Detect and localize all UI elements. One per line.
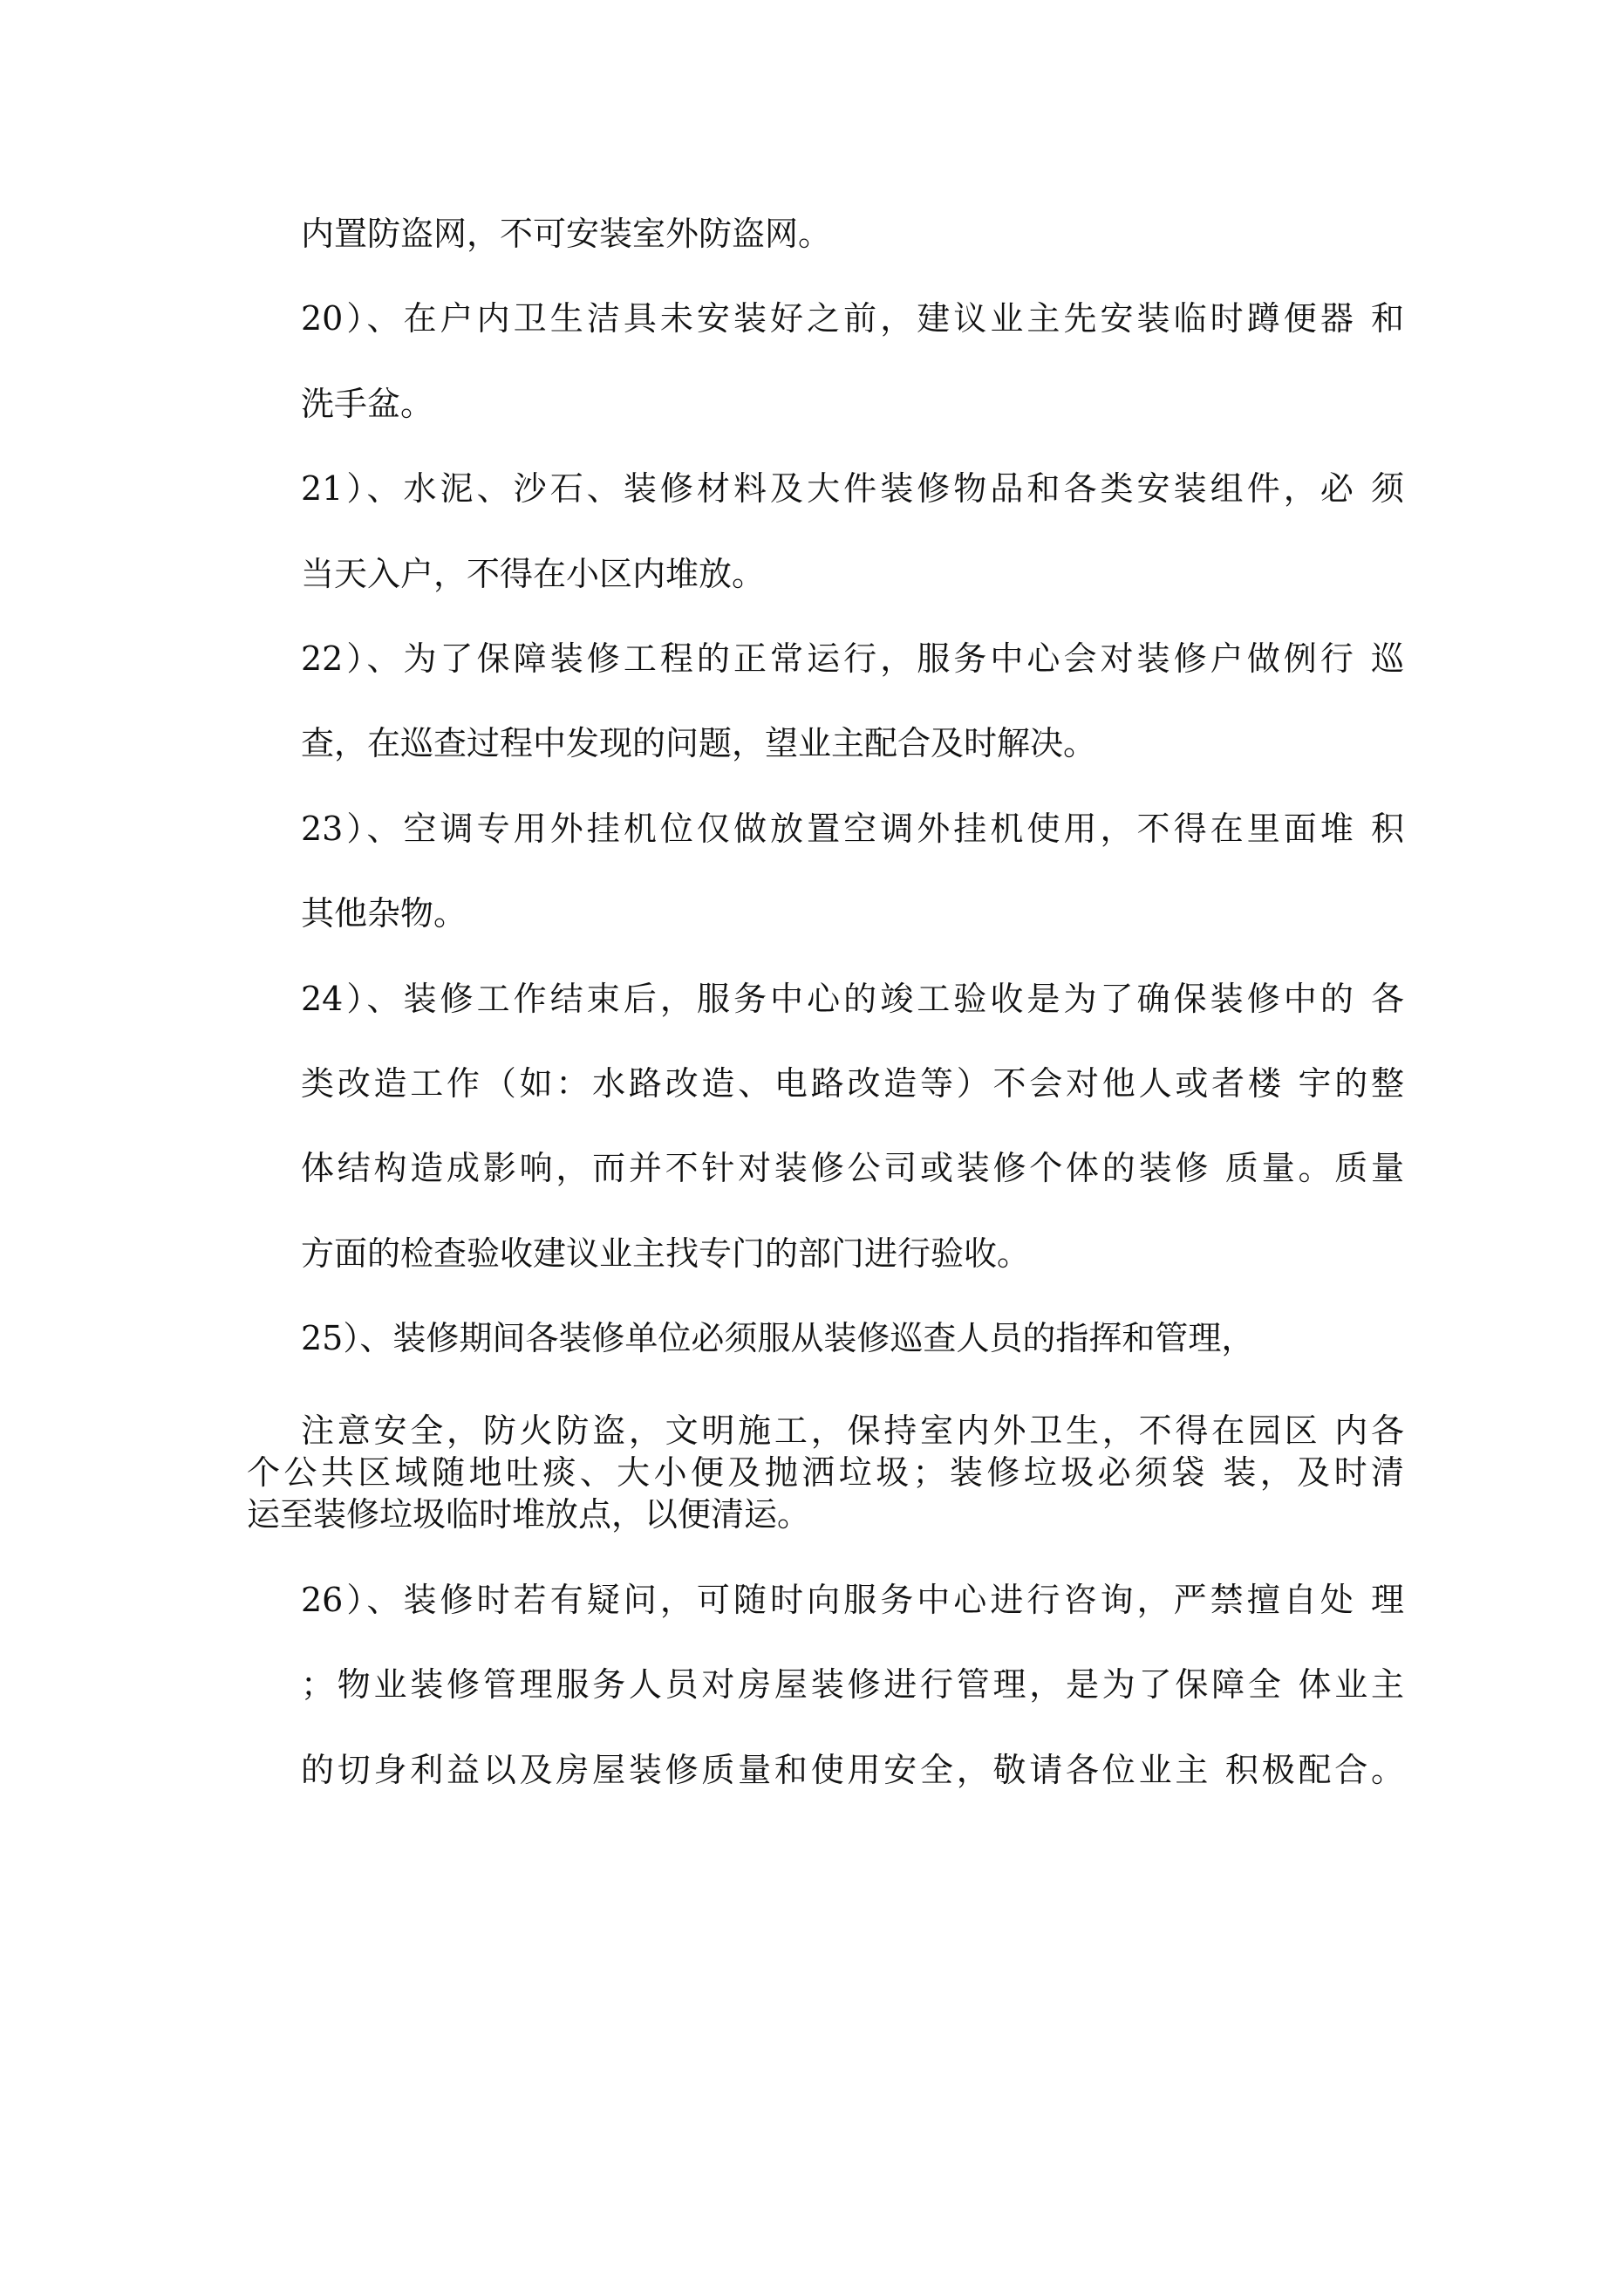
text-line: 的切身利益以及房屋装修质量和使用安全，敬请各位业主 积极配合。 bbox=[301, 1751, 1404, 1789]
text-line: 25）、装修期间各装修单位必须服从装修巡查人员的指挥和管理， bbox=[301, 1319, 1255, 1357]
text-line: 内置防盗网，不可安装室外防盗网。 bbox=[301, 215, 832, 253]
text-line: 当天入户，不得在小区内堆放。 bbox=[301, 555, 766, 593]
text-line: 查，在巡查过程中发现的问题，望业主配合及时解决。 bbox=[301, 724, 1097, 762]
text-line: ；物业装修管理服务人员对房屋装修进行管理，是为了保障全 体业主 bbox=[301, 1665, 1404, 1704]
text-line: 其他杂物。 bbox=[301, 894, 467, 933]
paragraph-block bbox=[247, 1410, 1404, 1535]
text-line: 体结构造成影响，而并不针对装修公司或装修个体的装修 质量。质量 bbox=[301, 1149, 1404, 1187]
text-line: 22）、为了保障装修工程的正常运行，服务中心会对装修户做例行 巡 bbox=[301, 639, 1404, 678]
text-line: 20）、在户内卫生洁具未安装好之前，建议业主先安装临时蹲便器 和 bbox=[301, 299, 1404, 338]
text-line: 个公共区域随地吐痰、大小便及抛洒垃圾；装修垃圾必须袋 装，及时清 bbox=[247, 1453, 1404, 1492]
text-line: 23）、空调专用外挂机位仅做放置空调外挂机使用，不得在里面堆 积 bbox=[301, 810, 1404, 848]
text-line: 24）、装修工作结束后，服务中心的竣工验收是为了确保装修中的 各 bbox=[301, 980, 1404, 1018]
text-line: 类改造工作（如：水路改造、电路改造等）不会对他人或者楼 宇的整 bbox=[301, 1064, 1404, 1103]
text-line: 注意安全，防火防盗，文明施工，保持室内外卫生，不得在园区 内各 bbox=[301, 1411, 1404, 1450]
text-line: 运至装修垃圾临时堆放点，以便清运。 bbox=[247, 1495, 811, 1534]
text-line: 26）、装修时若有疑问，可随时向服务中心进行咨询，严禁擅自处 理 bbox=[301, 1581, 1404, 1619]
text-line: 21）、水泥、沙石、装修材料及大件装修物品和各类安装组件，必 须 bbox=[301, 469, 1404, 508]
text-line: 洗手盆。 bbox=[301, 385, 434, 423]
text-line: 方面的检查验收建议业主找专门的部门进行验收。 bbox=[301, 1234, 1031, 1273]
